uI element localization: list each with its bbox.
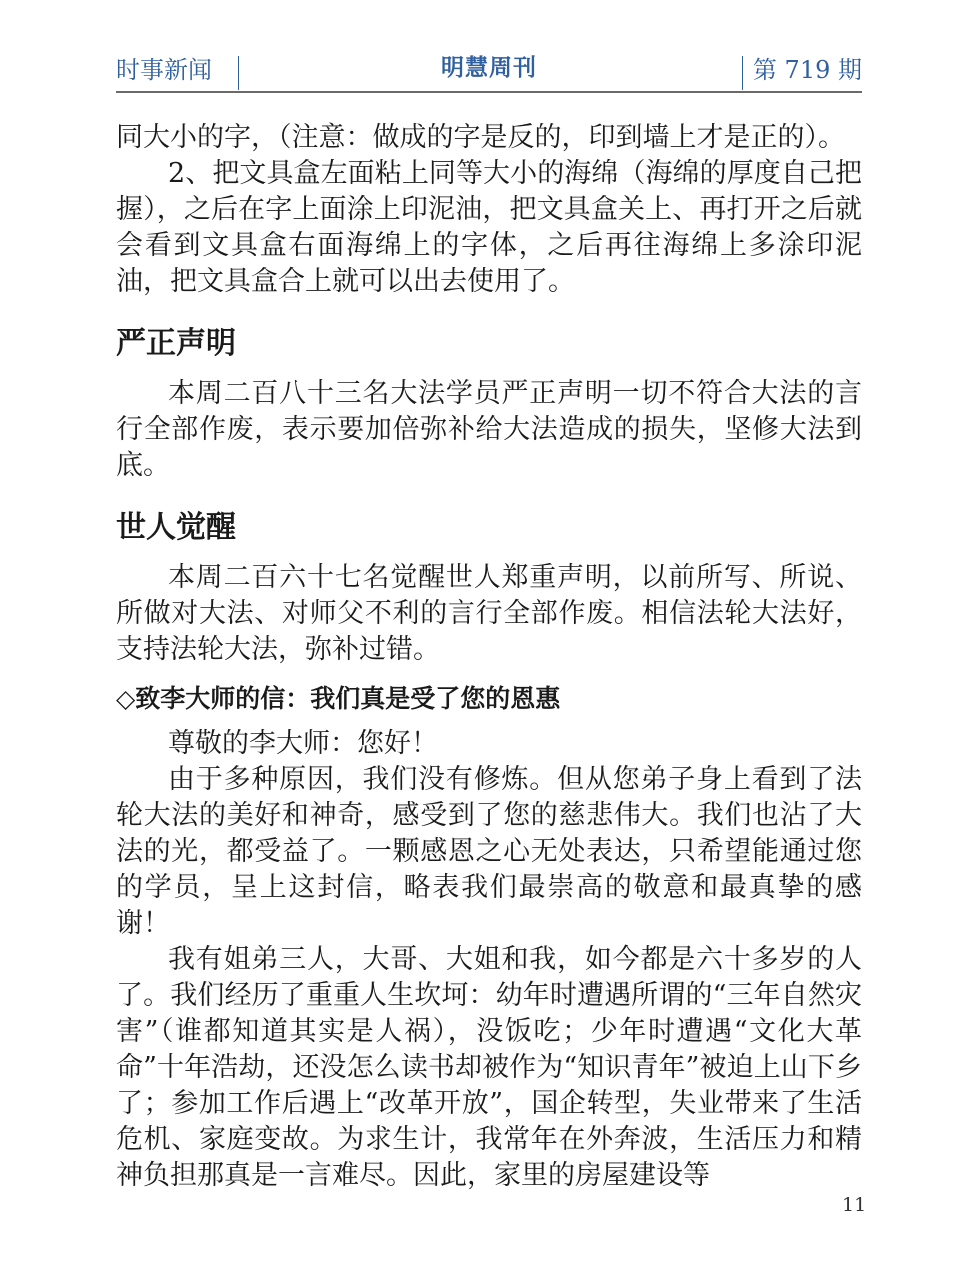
- header-divider-right: [742, 56, 743, 90]
- section-title-statement: 严正声明: [116, 326, 236, 361]
- statement-paragraph: 本周二百八十三名大法学员严正声明一切不符合大法的言行全部作废，表示要加倍弥补给大法造成的损失，坚修大法到底。: [116, 378, 862, 481]
- header-publication-title: 明慧周刊: [441, 55, 537, 81]
- section-title-awakening: 世人觉醒: [116, 510, 236, 545]
- letter-paragraph-1: 由于多种原因，我们没有修炼。但从您弟子身上看到了法轮大法的美好和神奇，感受到了您的慈悲伟大。我们也沾了大法的光，都受益了。一颗感恩之心无处表达，只希望能通过您的学员，呈上这封信，略表我们最崇高的敬意和最真挚的感谢！: [116, 764, 862, 939]
- header-issue-number: 第 719 期: [752, 56, 862, 84]
- intro-paragraph-step-2: 2、把文具盒左面粘上同等大小的海绵（海绵的厚度自己把握），之后在字上面涂上印泥油，把文具盒关上、再打开之后就会看到文具盒右面海绵上的字体，之后再往海绵上多涂印泥油，把文具盒合上就可以出去使用了。: [116, 158, 862, 297]
- awakening-paragraph: 本周二百六十七名觉醒世人郑重声明，以前所写、所说、所做对大法、对师父不利的言行全部作废。相信法轮大法好，支持法轮大法，弥补过错。: [116, 562, 862, 665]
- article-body: [116, 120, 862, 1194]
- header-rule: [116, 91, 862, 93]
- letter-greeting: 尊敬的李大师：您好！: [168, 728, 438, 759]
- intro-paragraph-continued: 同大小的字，（注意：做成的字是反的，印到墙上才是正的）。: [116, 122, 845, 153]
- page-header: [116, 50, 862, 92]
- header-section-label: 时事新闻: [116, 56, 212, 84]
- page-number: 11: [842, 1194, 867, 1216]
- letter-paragraph-2: 我有姐弟三人，大哥、大姐和我，如今都是六十多岁的人了。我们经历了重重人生坎坷：幼年时遭遇所谓的“三年自然灾害”（谁都知道其实是人祸），没饭吃；少年时遭遇“文化大革命”十年浩劫，还没怎么读书却被作为“知识青年”被迫上山下乡了；参加工作后遇上“改革开放”，国企转型，失业带来了生活危机、家庭变故。为求生计，我常年在外奔波，生活压力和精神负担那真是一言难尽。因此，家里的房屋建设等: [116, 944, 862, 1191]
- letter-title: ◇致李大师的信：我们真是受了您的恩惠: [116, 684, 561, 713]
